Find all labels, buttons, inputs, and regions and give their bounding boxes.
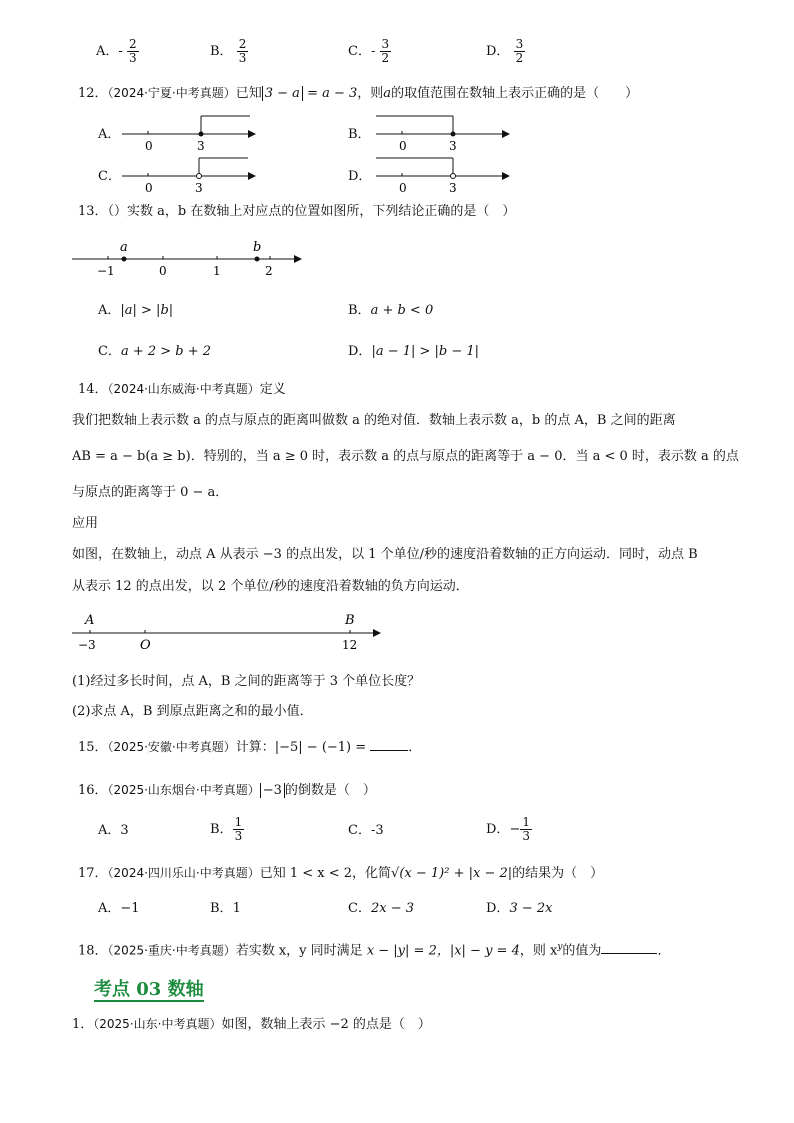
q16-option-a: A．3 <box>98 823 129 838</box>
q12-option-c-numberline <box>118 154 258 198</box>
q16-option-c: C．-3 <box>348 823 384 838</box>
q14-B-label: B <box>345 613 355 628</box>
q13-a-label: a <box>120 240 128 255</box>
q17-option-c: C．2x − 3 <box>348 901 414 916</box>
q17-stem: 17．（2024·四川乐山·中考真题）已知 1 < x < 2，化简√(x − 1)² + |x − 2|的结果为（ ） <box>78 866 604 881</box>
q17-option-b: B．1 <box>210 901 241 916</box>
q12a-zero: 0 <box>145 139 153 153</box>
q14-origin-label: O <box>140 638 151 653</box>
q13-option-b: B．a + b < 0 <box>348 303 434 318</box>
q11-option-c: C．- $\frac{3}{2}$ <box>348 37 390 65</box>
q12-stem: 12．（2024·宁夏·中考真题）已知 3 − a = a − 3，则a的取值范围在数轴上表示正确的是（ ） <box>78 86 639 101</box>
q12-option-d-label: D． <box>348 169 372 184</box>
q14-paragraph-5: 从表示 12 的点出发，以 2 个单位/秒的速度沿着数轴的负方向运动． <box>72 579 469 594</box>
q12c-zero: 0 <box>145 181 153 195</box>
q12-option-a-label: A． <box>98 127 121 142</box>
q14-paragraph-2: AB = a − b(a ≥ b)．特别的，当 a ≥ 0 时，表示数 a 的点与原点的距离等于 a − 0．当 a < 0 时，表示数 a 的点 <box>72 449 739 464</box>
q12d-zero: 0 <box>399 181 407 195</box>
q17-option-d: D．3 − 2x <box>486 901 553 916</box>
q13-tick-2: 2 <box>265 264 273 278</box>
q12-option-b-numberline <box>372 112 512 156</box>
q12b-zero: 0 <box>399 139 407 153</box>
q15-stem: 15．（2025·安徽·中考真题）计算：|−5| − (−1) = ． <box>78 740 422 755</box>
q12-option-c-label: C． <box>98 169 121 184</box>
q13-option-a: A．|a| > |b| <box>98 303 174 318</box>
q12-option-b-label: B． <box>348 127 371 142</box>
q14-subquestion-2: (2)求点 A，B 到原点距离之和的最小值． <box>72 704 313 719</box>
q14-paragraph-4: 如图，在数轴上，动点 A 从表示 −3 的点出发，以 1 个单位/秒的速度沿着数轴的正方向运动．同时，动点 B <box>72 547 698 562</box>
q14-tick-m3: −3 <box>78 638 96 652</box>
q14-tick-12: 12 <box>342 638 358 652</box>
q13-numberline <box>70 234 310 278</box>
q13-tick-m1: −1 <box>97 264 115 278</box>
section-heading: 考点 03 数轴 <box>94 979 204 1000</box>
q18-stem: 18．（2025·重庆·中考真题）若实数 x，y 同时满足 x − |y| = 2，|x| − y = 4，则 $x^y$的值为 ． <box>78 942 671 959</box>
q13-tick-1: 1 <box>213 264 221 278</box>
q12-option-a-numberline <box>118 112 258 156</box>
q12-option-d-numberline <box>372 154 512 198</box>
q15-answer-blank <box>370 750 408 751</box>
q14-paragraph-3: 与原点的距离等于 0 − a． <box>72 485 229 500</box>
q12c-three: 3 <box>195 181 203 195</box>
q14-A-label: A <box>85 613 95 628</box>
q16-option-d: D．− $\frac{1}{3}$ <box>486 815 530 843</box>
q12d-three: 3 <box>449 181 457 195</box>
q17-option-a: A．−1 <box>98 901 140 916</box>
q13-b-label: b <box>253 240 262 255</box>
q11-option-d: D． $\frac{3}{2}$ <box>486 37 524 65</box>
q14-paragraph-1: 我们把数轴上表示数 a 的点与原点的距离叫做数 a 的绝对值．数轴上表示数 a，b 的点 A，B 之间的距离 <box>72 413 676 428</box>
q11-option-a: A．- $\frac{2}{3}$ <box>96 37 137 65</box>
q13-stem: 13．（）实数 a，b 在数轴上对应点的位置如图所，下列结论正确的是（ ） <box>78 204 516 219</box>
q18-answer-blank <box>601 953 657 954</box>
q12b-three: 3 <box>449 139 457 153</box>
q13-tick-0: 0 <box>159 264 167 278</box>
q11-option-b: B． $\frac{2}{3}$ <box>210 37 247 65</box>
q1-stem: 1．（2025·山东·中考真题）如图，数轴上表示 −2 的点是（ ） <box>72 1017 431 1032</box>
q16-option-b: B． $\frac{1}{3}$ <box>210 815 243 843</box>
q14-stem: 14．（2024·山东威海·中考真题）定义 <box>78 382 286 397</box>
q12a-three: 3 <box>197 139 205 153</box>
q16-stem: 16．（2025·山东烟台·中考真题） −3 的倒数是（ ） <box>78 783 376 798</box>
q14-numberline <box>70 609 390 653</box>
q13-option-d: D．|a − 1| > |b − 1| <box>348 344 480 359</box>
q14-subquestion-1: (1)经过多长时间，点 A，B 之间的距离等于 3 个单位长度？ <box>72 674 421 689</box>
q14-apply-heading: 应用 <box>72 516 99 531</box>
q13-option-c: C．a + 2 > b + 2 <box>98 344 212 359</box>
